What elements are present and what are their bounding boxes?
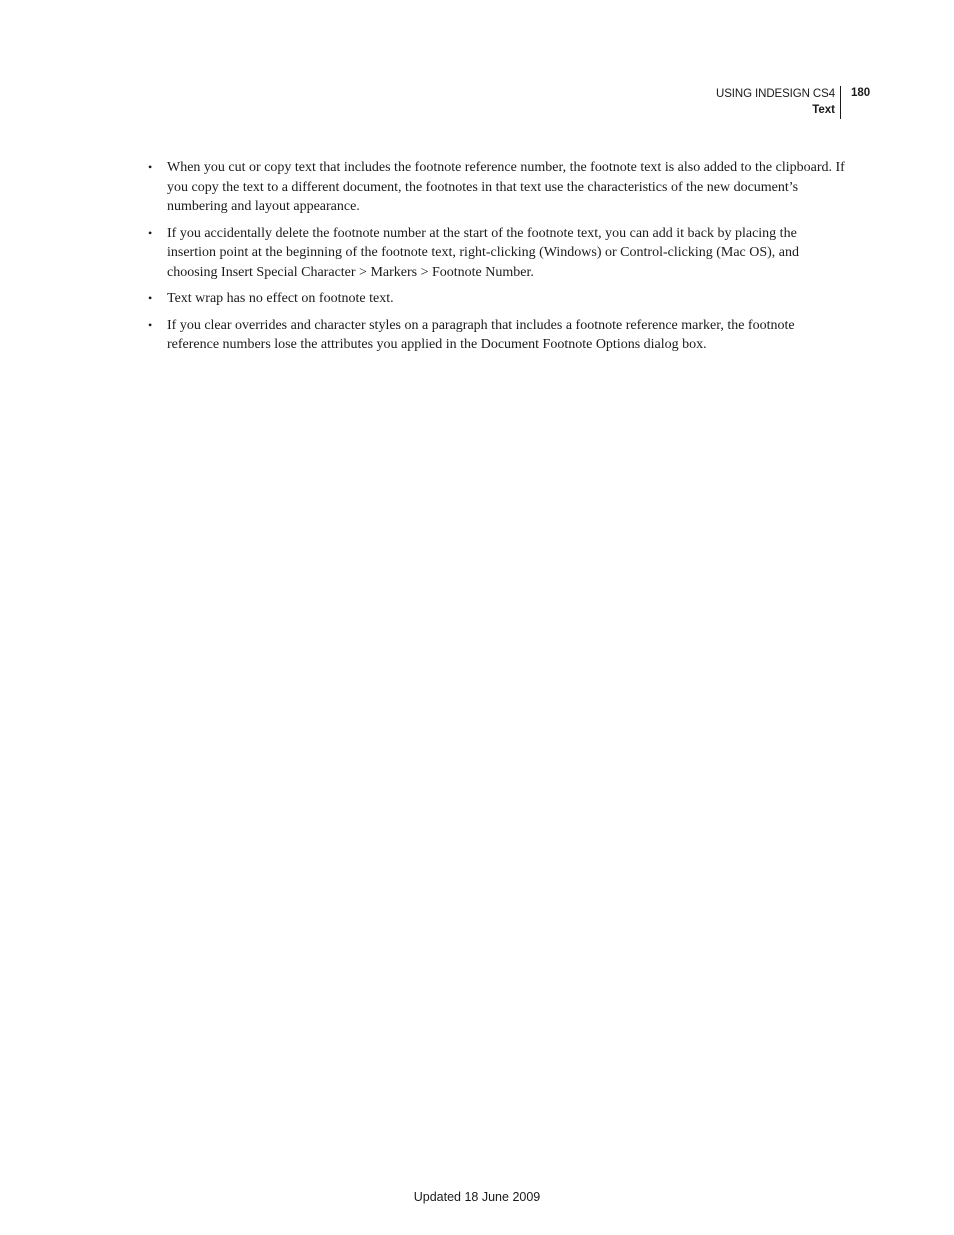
list-item [147, 158, 847, 217]
bullet-icon: • [148, 160, 153, 174]
bullet-icon: • [148, 225, 153, 240]
running-header [716, 86, 841, 119]
bullet-icon: • [148, 317, 153, 332]
list-item [147, 316, 847, 355]
bullet-icon: • [148, 291, 153, 306]
list-item [147, 289, 847, 309]
list-item-text: If you accidentally delete the footnote number at the start of the footnote text, you can add it back by placing the insertion point at the beginning of the footnote text, right-clicking (Windows) or Control-clicking (Mac OS), and choosing Insert Special Character > Markers > Footnote Number. [167, 225, 800, 280]
list-item-text: When you cut or copy text that includes the footnote reference number, the footnote text is also added to the clipboard. If you copy the text to a different document, the footnotes in that text use the characteristics of the new document’s numbering and layout appearance. [167, 160, 845, 215]
page-number: 180 [851, 87, 871, 99]
bullet-list [147, 158, 847, 362]
list-item-text: If you clear overrides and character styles on a paragraph that includes a footnote reference marker, the footnote reference numbers lose the attributes you applied in the Document Footnote Options dialog box. [167, 317, 795, 353]
list-item-text: Text wrap has no effect on footnote text. [167, 291, 394, 307]
section-title: Text [812, 104, 835, 116]
footer-updated-date: Updated 18 June 2009 [413, 1190, 541, 1204]
document-title: USING INDESIGN CS4 [716, 88, 835, 100]
list-item [147, 224, 847, 283]
